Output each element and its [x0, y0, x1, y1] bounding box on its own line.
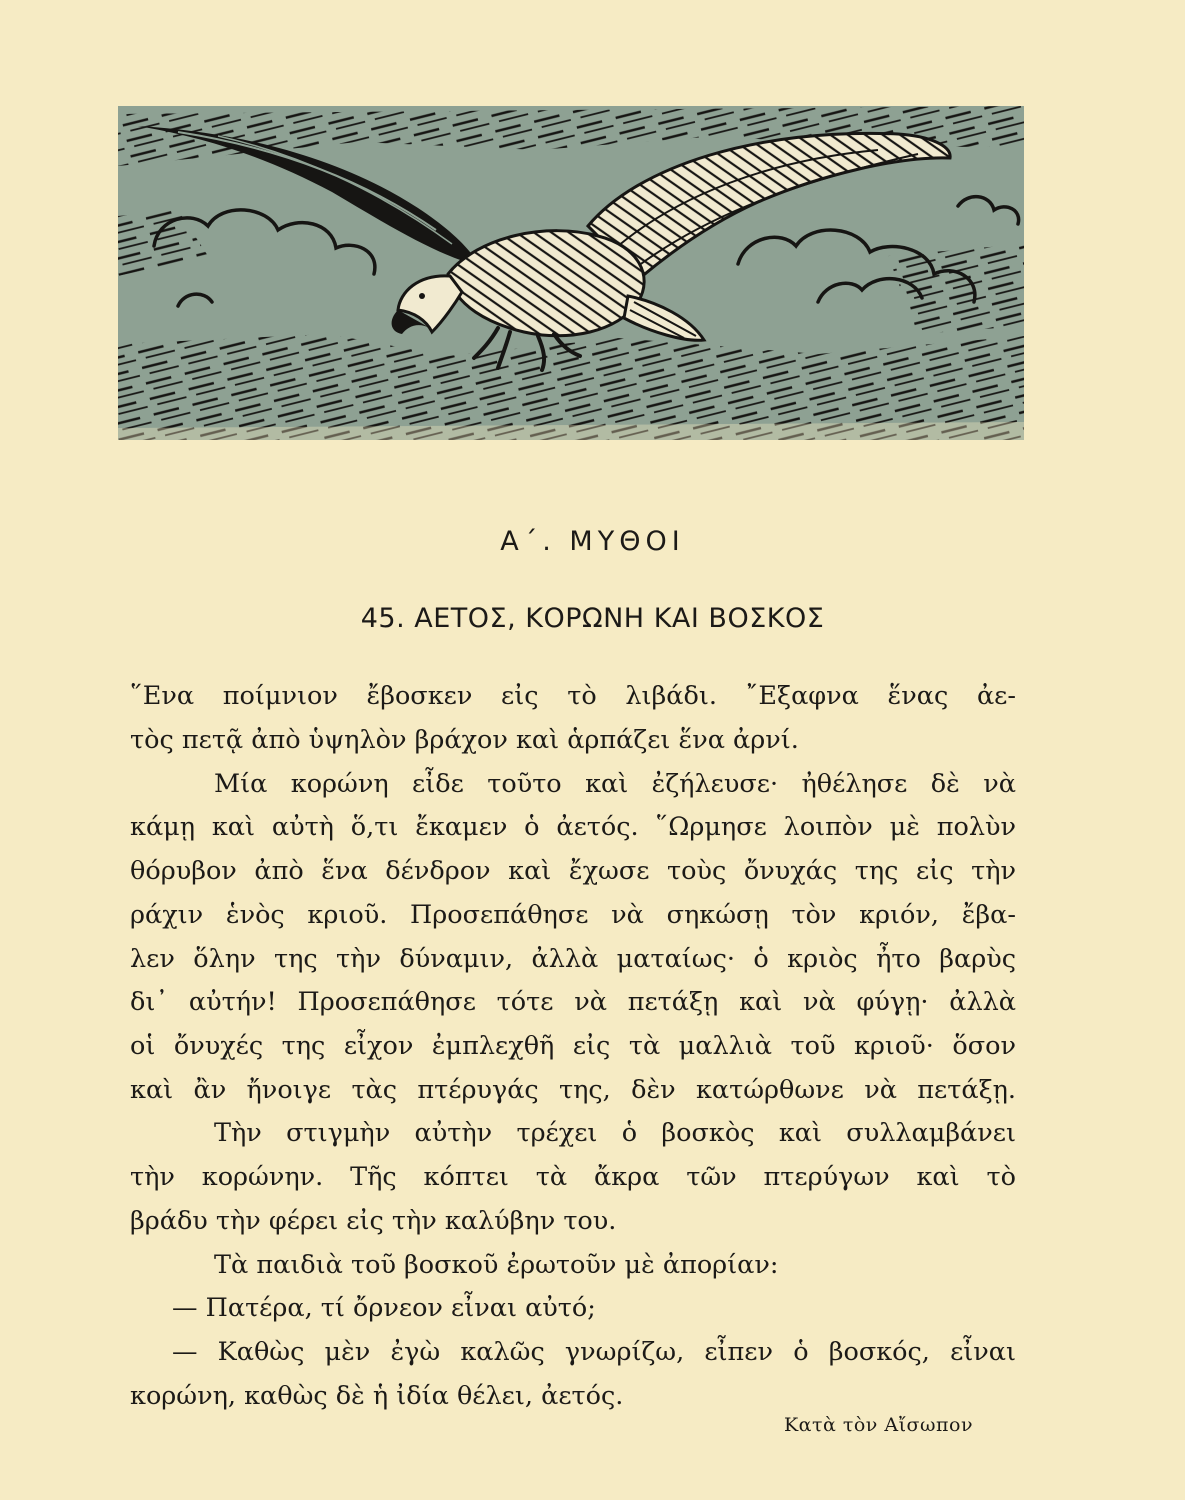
dialog-line: — Πατέρα, τί ὄρνεον εἶναι αὐτό; [172, 1293, 596, 1323]
story-line: τὴν κορώνην. Τῆς κόπτει τὰ ἄκρα τῶν πτερύγων καὶ τὸ [130, 1162, 1016, 1192]
story-line: οἱ ὄνυχές της εἶχον ἐμπλεχθῆ εἰς τὰ μαλλιὰ τοῦ κριοῦ· ὅσον [130, 1031, 1016, 1061]
eagle-illustration [118, 106, 1024, 440]
story-line: τὸς πετᾷ ἀπὸ ὑψηλὸν βράχον καὶ ἁρπάζει ἕνα ἀρνί. [130, 725, 799, 755]
story-line: βράδυ τὴν φέρει εἰς τὴν καλύβην του. [130, 1206, 617, 1236]
dialog-line: — Καθὼς μὲν ἐγὼ καλῶς γνωρίζω, εἶπεν ὁ βοσκός, εἶναι [172, 1337, 1016, 1367]
section-heading: Α΄. ΜΥΘΟΙ [500, 526, 685, 557]
story-line: δι᾽ αὐτήν! Προσεπάθησε τότε νὰ πετάξῃ καὶ νὰ φύγῃ· ἀλλὰ [130, 987, 1016, 1017]
dialog-line: κορώνη, καθὼς δὲ ἡ ἰδία θέλει, ἀετός. [130, 1381, 624, 1411]
story-line: λεν ὅλην της τὴν δύναμιν, ἀλλὰ ματαίως· ὁ κριὸς ἦτο βαρὺς [130, 944, 1016, 974]
story-line: καὶ ἂν ἤνοιγε τὰς πτέρυγάς της, δὲν κατώρθωνε νὰ πετάξῃ. [130, 1075, 1016, 1105]
story-line: Τὴν στιγμὴν αὐτὴν τρέχει ὁ βοσκὸς καὶ συλλαμβάνει [214, 1118, 1016, 1148]
attribution: Κατὰ τὸν Αἴσωπον [783, 1414, 973, 1436]
story-line: κάμῃ καὶ αὐτὴ ὅ,τι ἔκαμεν ὁ ἀετός. ῞Ωρμησε λοιπὸν μὲ πολὺν [130, 812, 1016, 842]
story-line: ῞Ενα ποίμνιον ἔβοσκεν εἰς τὸ λιβάδι. ῎Εξαφνα ἕνας ἀε- [130, 681, 1016, 711]
story-title: 45. ΑΕΤΟΣ, ΚΟΡΩΝΗ ΚΑΙ ΒΟΣΚΟΣ [360, 603, 825, 634]
eagle-in-flight-icon [118, 106, 1024, 440]
story-line: ράχιν ἑνὸς κριοῦ. Προσεπάθησε νὰ σηκώσῃ τὸν κριόν, ἔβα- [130, 900, 1016, 930]
story-line: Τὰ παιδιὰ τοῦ βοσκοῦ ἐρωτοῦν μὲ ἀπορίαν: [214, 1250, 779, 1280]
story-line: Μία κορώνη εἶδε τοῦτο καὶ ἐζήλευσε· ἠθέλησε δὲ νὰ [214, 769, 1016, 799]
story-line: θόρυβον ἀπὸ ἕνα δένδρον καὶ ἔχωσε τοὺς ὄνυχάς της εἰς τὴν [130, 856, 1016, 886]
